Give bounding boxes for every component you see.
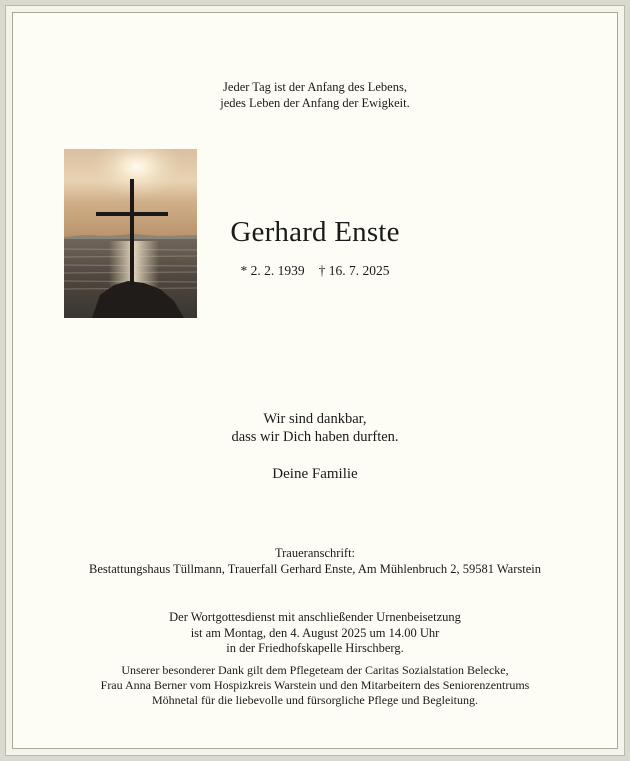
gratitude-note [0, 663, 630, 708]
service-line-3: in der Friedhofskapelle Hirschberg. [226, 641, 404, 655]
signature: Deine Familie [272, 466, 358, 482]
motto-line-2: jedes Leben der Anfang der Ewigkeit. [220, 96, 410, 110]
thanks-message [0, 410, 630, 446]
life-dates [160, 263, 470, 279]
gratitude-line-1: Unserer besonderer Dank gilt dem Pflegeteam der Caritas Sozialstation Belecke, [121, 663, 509, 677]
gratitude-line-2: Frau Anna Berner vom Hospizkreis Warstein und den Mitarbeitern des Seniorenzentrums [100, 678, 530, 692]
service-line-1: Der Wortgottesdienst mit anschließender Urnenbeisetzung [169, 610, 461, 624]
deceased-name: Gerhard Enste [230, 216, 400, 248]
death-date: † 16. 7. 2025 [318, 263, 390, 278]
mourning-address-label: Traueranschrift: [274, 546, 356, 560]
thanks-line-1: Wir sind dankbar, [263, 411, 367, 427]
birth-date: * 2. 2. 1939 [240, 263, 305, 278]
service-info [0, 610, 630, 657]
thanks-line-2: dass wir Dich haben durften. [231, 429, 399, 445]
service-line-2: ist am Montag, den 4. August 2025 um 14.00 Uhr [190, 625, 440, 640]
gratitude-line-3: Möhnetal für die liebevolle und fürsorgliche Pflege und Begleitung. [151, 693, 479, 707]
motto [0, 79, 630, 111]
motto-line-1: Jeder Tag ist der Anfang des Lebens, [223, 80, 407, 94]
mourning-address: Bestattungshaus Tüllmann, Trauerfall Gerhard Enste, Am Mühlenbruch 2, 59581 Warstein [89, 562, 541, 576]
